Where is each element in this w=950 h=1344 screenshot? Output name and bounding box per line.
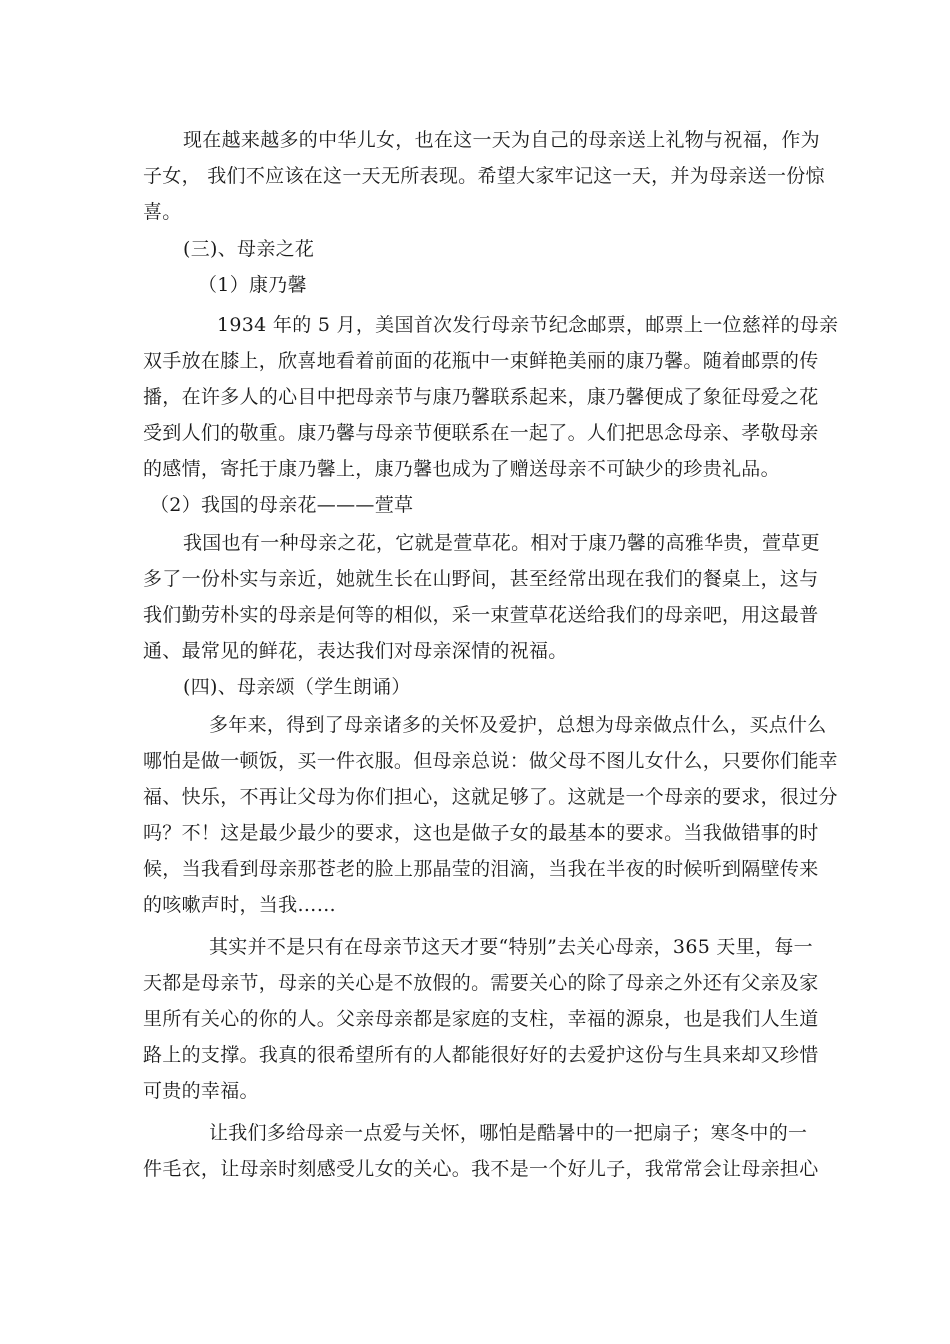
paragraph-4-line-6: 的咳嗽声时，当我…… <box>143 894 337 916</box>
paragraph-2-line-2: 双手放在膝上，欣喜地看着前面的花瓶中一束鲜艳美丽的康乃馨。随着邮票的传 <box>143 350 819 372</box>
paragraph-2-line-4: 受到人们的敬重。康乃馨与母亲节便联系在一起了。人们把思念母亲、孝敬母亲 <box>143 422 819 444</box>
section-heading-4: (四)、母亲颂（学生朗诵） <box>183 676 411 698</box>
paragraph-5-line-3: 里所有关心的你的人。父亲母亲都是家庭的支柱，幸福的源泉，也是我们人生道 <box>143 1008 819 1030</box>
paragraph-3-line-4: 通、最常见的鲜花，表达我们对母亲深情的祝福。 <box>143 640 568 662</box>
paragraph-2-line-5: 的感情，寄托于康乃馨上，康乃馨也成为了赠送母亲不可缺少的珍贵礼品。 <box>143 458 780 480</box>
subheading-daylily: （2）我国的母亲花———萱草 <box>150 494 414 516</box>
paragraph-4-line-3: 福、快乐，不再让父母为你们担心，这就足够了。这就是一个母亲的要求，很过分 <box>143 786 838 808</box>
subheading-carnation: （1）康乃馨 <box>198 274 307 296</box>
paragraph-5-line-1: 其实并不是只有在母亲节这天才要“特别”去关心母亲，365 天里，每一 <box>209 936 813 958</box>
paragraph-1-line-1: 现在越来越多的中华儿女，也在这一天为自己的母亲送上礼物与祝福，作为 <box>183 129 820 151</box>
paragraph-4-line-4: 吗？不！这是最少最少的要求，这也是做子女的最基本的要求。当我做错事的时 <box>143 822 819 844</box>
paragraph-2-line-1: 1934 年的 5 月，美国首次发行母亲节纪念邮票，邮票上一位慈祥的母亲 <box>217 314 839 336</box>
paragraph-6-line-2: 件毛衣，让母亲时刻感受儿女的关心。我不是一个好儿子，我常常会让母亲担心 <box>143 1158 819 1180</box>
paragraph-4-line-1: 多年来，得到了母亲诸多的关怀及爱护，总想为母亲做点什么，买点什么 <box>209 714 827 736</box>
paragraph-3-line-3: 我们勤劳朴实的母亲是何等的相似，采一束萱草花送给我们的母亲吧，用这最普 <box>143 604 819 626</box>
paragraph-3-line-2: 多了一份朴实与亲近，她就生长在山野间，甚至经常出现在我们的餐桌上，这与 <box>143 568 819 590</box>
paragraph-2-line-3: 播，在许多人的心目中把母亲节与康乃馨联系起来，康乃馨便成了象征母爱之花 <box>143 386 819 408</box>
paragraph-1-line-2: 子女， 我们不应该在这一天无所表现。希望大家牢记这一天，并为母亲送一份惊 <box>143 165 825 187</box>
paragraph-5-line-4: 路上的支撑。我真的很希望所有的人都能很好好的去爱护这份与生具来却又珍惜 <box>143 1044 819 1066</box>
paragraph-4-line-5: 候，当我看到母亲那苍老的脸上那晶莹的泪滴，当我在半夜的时候听到隔壁传来 <box>143 858 819 880</box>
paragraph-1-line-3: 喜。 <box>143 201 182 223</box>
paragraph-4-line-2: 哪怕是做一顿饭，买一件衣服。但母亲总说：做父母不图儿女什么，只要你们能幸 <box>143 750 838 772</box>
paragraph-3-line-1: 我国也有一种母亲之花，它就是萱草花。相对于康乃馨的高雅华贵，萱草更 <box>183 532 820 554</box>
paragraph-6-line-1: 让我们多给母亲一点爱与关怀，哪怕是酷暑中的一把扇子；寒冬中的一 <box>209 1122 808 1144</box>
section-heading-3: (三)、母亲之花 <box>183 238 315 260</box>
paragraph-5-line-2: 天都是母亲节，母亲的关心是不放假的。需要关心的除了母亲之外还有父亲及家 <box>143 972 819 994</box>
paragraph-5-line-5: 可贵的幸福。 <box>143 1080 259 1102</box>
